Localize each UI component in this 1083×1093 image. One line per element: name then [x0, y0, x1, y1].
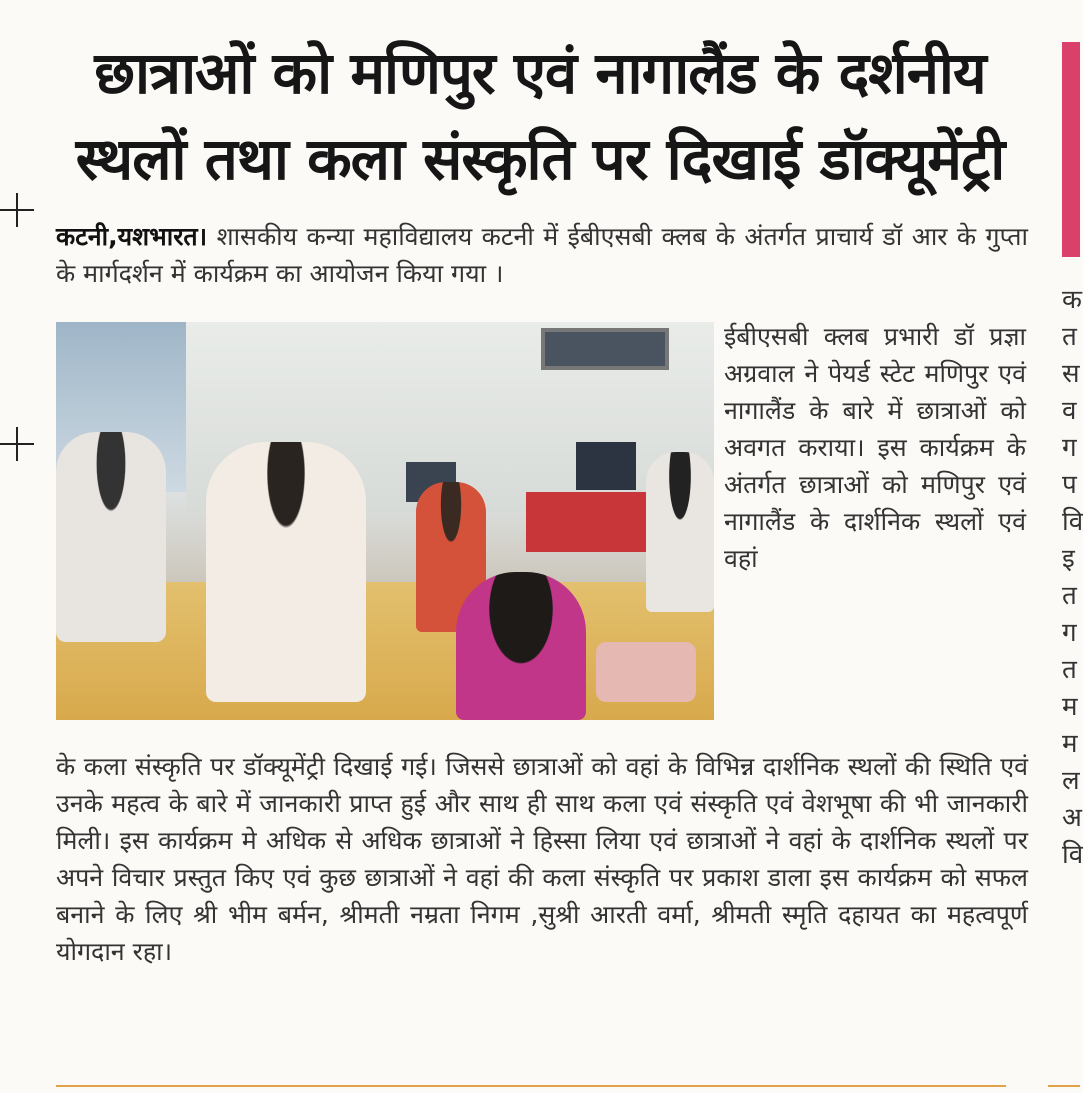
article-side-column: ईबीएसबी क्लब प्रभारी डॉ प्रज्ञा अग्रवाल ने पेयर्ड स्टेट मणिपुर एवं नागालैंड के बारे में छात्राओं को अवगत कराया। इस कार्यक्रम के अंतर्गत छात्राओं को मणिपुर एवं नागालैंड के दार्शनिक स्थलों एवं वहां	[724, 322, 1026, 573]
adjacent-column-letter: वि	[1062, 840, 1083, 870]
adjacent-column-letter: व	[1062, 396, 1077, 426]
adjacent-column-letter: म	[1062, 729, 1078, 759]
registration-mark-top	[0, 193, 34, 227]
photo-projection-screen	[541, 328, 669, 370]
photo-student	[456, 572, 586, 720]
adjacent-column-letter: ग	[1062, 618, 1077, 648]
photo-red-object	[526, 492, 646, 552]
lead-text: शासकीय कन्या महाविद्यालय कटनी में ईबीएसबी क्लब के अंतर्गत प्राचार्य डॉ आर के गुप्ता के मार्गदर्शन में कार्यक्रम का आयोजन किया गया ।	[56, 222, 1028, 288]
adjacent-column-letter: म	[1062, 692, 1078, 722]
adjacent-column-letter: ल	[1062, 766, 1080, 796]
adjacent-column-letter: त	[1062, 581, 1077, 611]
adjacent-column-letter: अ	[1062, 803, 1082, 833]
adjacent-article-photo-edge	[1062, 42, 1080, 257]
registration-mark-middle	[0, 427, 34, 461]
event-photo	[56, 322, 714, 720]
adjacent-column-letter: स	[1062, 359, 1080, 389]
adjacent-column-letter: प	[1062, 470, 1077, 500]
headline-line-1: छात्राओं को मणिपुर एवं नागालैंड के दर्शनीय	[94, 39, 986, 107]
bottom-rule	[56, 1085, 1006, 1087]
photo-bag	[596, 642, 696, 702]
article-lead-paragraph	[56, 218, 1028, 292]
adjacent-column-text	[1062, 282, 1083, 870]
photo-student	[56, 432, 166, 642]
adjacent-column-letter: त	[1062, 322, 1077, 352]
article-body-continued: के कला संस्कृति पर डॉक्यूमेंट्री दिखाई गई। जिससे छात्राओं को वहां के विभिन्न दार्शनिक स्थलों की स्थिति एवं उनके महत्व के बारे में जानकारी प्राप्त हुई और साथ ही साथ कला एवं संस्कृति एवं वेशभूषा की भी जानकारी मिली। इस कार्यक्रम मे अधिक से अधिक छात्राओं ने हिस्सा लिया एवं छात्राओं ने वहां के दार्शनिक स्थलों पर अपने विचार प्रस्तुत किए एवं कुछ छात्राओं ने वहां की कला संस्कृति पर प्रकाश डाला इस कार्यक्रम को सफल बनाने के लिए श्री भीम बर्मन, श्रीमती नम्रता निगम ,सुश्री आरती वर्मा, श्रीमती स्मृति दहायत का महत्वपूर्ण योगदान रहा।	[56, 752, 1028, 966]
bottom-rule-right	[1048, 1085, 1080, 1087]
headline-line-2: स्थलों तथा कला संस्कृति पर दिखाई डॉक्यूमेंट्री	[75, 125, 1005, 193]
adjacent-column-letter: ग	[1062, 433, 1077, 463]
adjacent-column-letter: इ	[1062, 544, 1075, 574]
photo-monitor	[576, 442, 636, 490]
adjacent-column-letter: वि	[1062, 507, 1083, 537]
adjacent-column-letter: त	[1062, 655, 1077, 685]
article-headline	[40, 30, 1040, 202]
dateline: कटनी,यशभारत।	[56, 222, 208, 251]
photo-student	[206, 442, 366, 702]
photo-student	[646, 452, 714, 612]
adjacent-column-letter: क	[1062, 285, 1082, 315]
